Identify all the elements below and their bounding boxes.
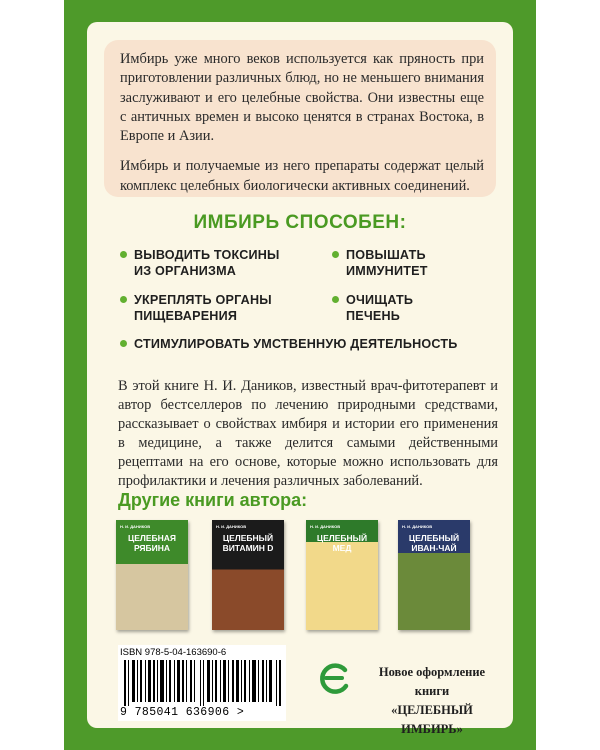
abilities-heading: ИМБИРЬ СПОСОБЕН: bbox=[193, 212, 407, 233]
barcode-block bbox=[118, 645, 286, 721]
intro-paragraph-1: Имбирь уже много веков используется как пряность при приготовлении различных блюд, но не меньшего внимания заслуживают и его целебные свойства. Они известны еще с античных времен и высоко ценятся в странах Востока, в Европе и Азии. bbox=[120, 51, 484, 145]
book-cover-vitamin-d[interactable]: Н. И. ДАНИКОВ ЦЕЛЕБНЫЙ ВИТАМИН D bbox=[212, 520, 284, 630]
bullet-icon bbox=[332, 296, 339, 303]
bullet-icon bbox=[120, 296, 127, 303]
ability-item: ОЧИЩАТЬ ПЕЧЕНЬ bbox=[346, 292, 413, 324]
intro-paragraph-2: Имбирь и получаемые из него препараты содержат целый комплекс целебных биологически активных соединений. bbox=[120, 158, 484, 194]
other-books-heading: Другие книги автора: bbox=[118, 490, 308, 510]
ability-item: УКРЕПЛЯТЬ ОРГАНЫ ПИЩЕВАРЕНИЯ bbox=[134, 292, 272, 324]
book-description: В этой книге Н. И. Даников, известный врач-фитотерапевт и автор бестселлеров по лечению природными средствами, рассказывает о свойствах имбиря и истории его применения в медицине, а также делится самыми действенными рецептами на его основе, которые можно использовать для профилактики и лечения различных заболеваний. bbox=[118, 378, 498, 490]
intro-box bbox=[104, 40, 496, 197]
ability-item: СТИМУЛИРОВАТЬ УМСТВЕННУЮ ДЕЯТЕЛЬНОСТЬ bbox=[134, 336, 458, 352]
eksmo-logo-icon bbox=[318, 661, 352, 695]
book-cover-rowan[interactable]: Н. И. ДАНИКОВ ЦЕЛЕБНАЯ РЯБИНА bbox=[116, 520, 188, 630]
book-cover-honey[interactable]: Н. И. ДАНИКОВ ЦЕЛЕБНЫЙ МЕД bbox=[306, 520, 378, 630]
bullet-icon bbox=[120, 251, 127, 258]
ability-item: ВЫВОДИТЬ ТОКСИНЫ ИЗ ОРГАНИЗМА bbox=[134, 247, 280, 279]
book-cover-fireweed-tea[interactable]: Н. И. ДАНИКОВ ЦЕЛЕБНЫЙ ИВАН-ЧАЙ bbox=[398, 520, 470, 630]
barcode-icon bbox=[124, 660, 282, 706]
new-design-note: Новое оформление книги «ЦЕЛЕБНЫЙ ИМБИРЬ» bbox=[378, 665, 486, 736]
isbn-label: ISBN 978-5-04-163690-6 bbox=[120, 647, 227, 658]
bullet-icon bbox=[120, 340, 127, 347]
bullet-icon bbox=[332, 251, 339, 258]
ability-item: ПОВЫШАТЬ ИММУНИТЕТ bbox=[346, 247, 428, 279]
isbn-digits: 9 785041 636906 > bbox=[120, 706, 245, 719]
